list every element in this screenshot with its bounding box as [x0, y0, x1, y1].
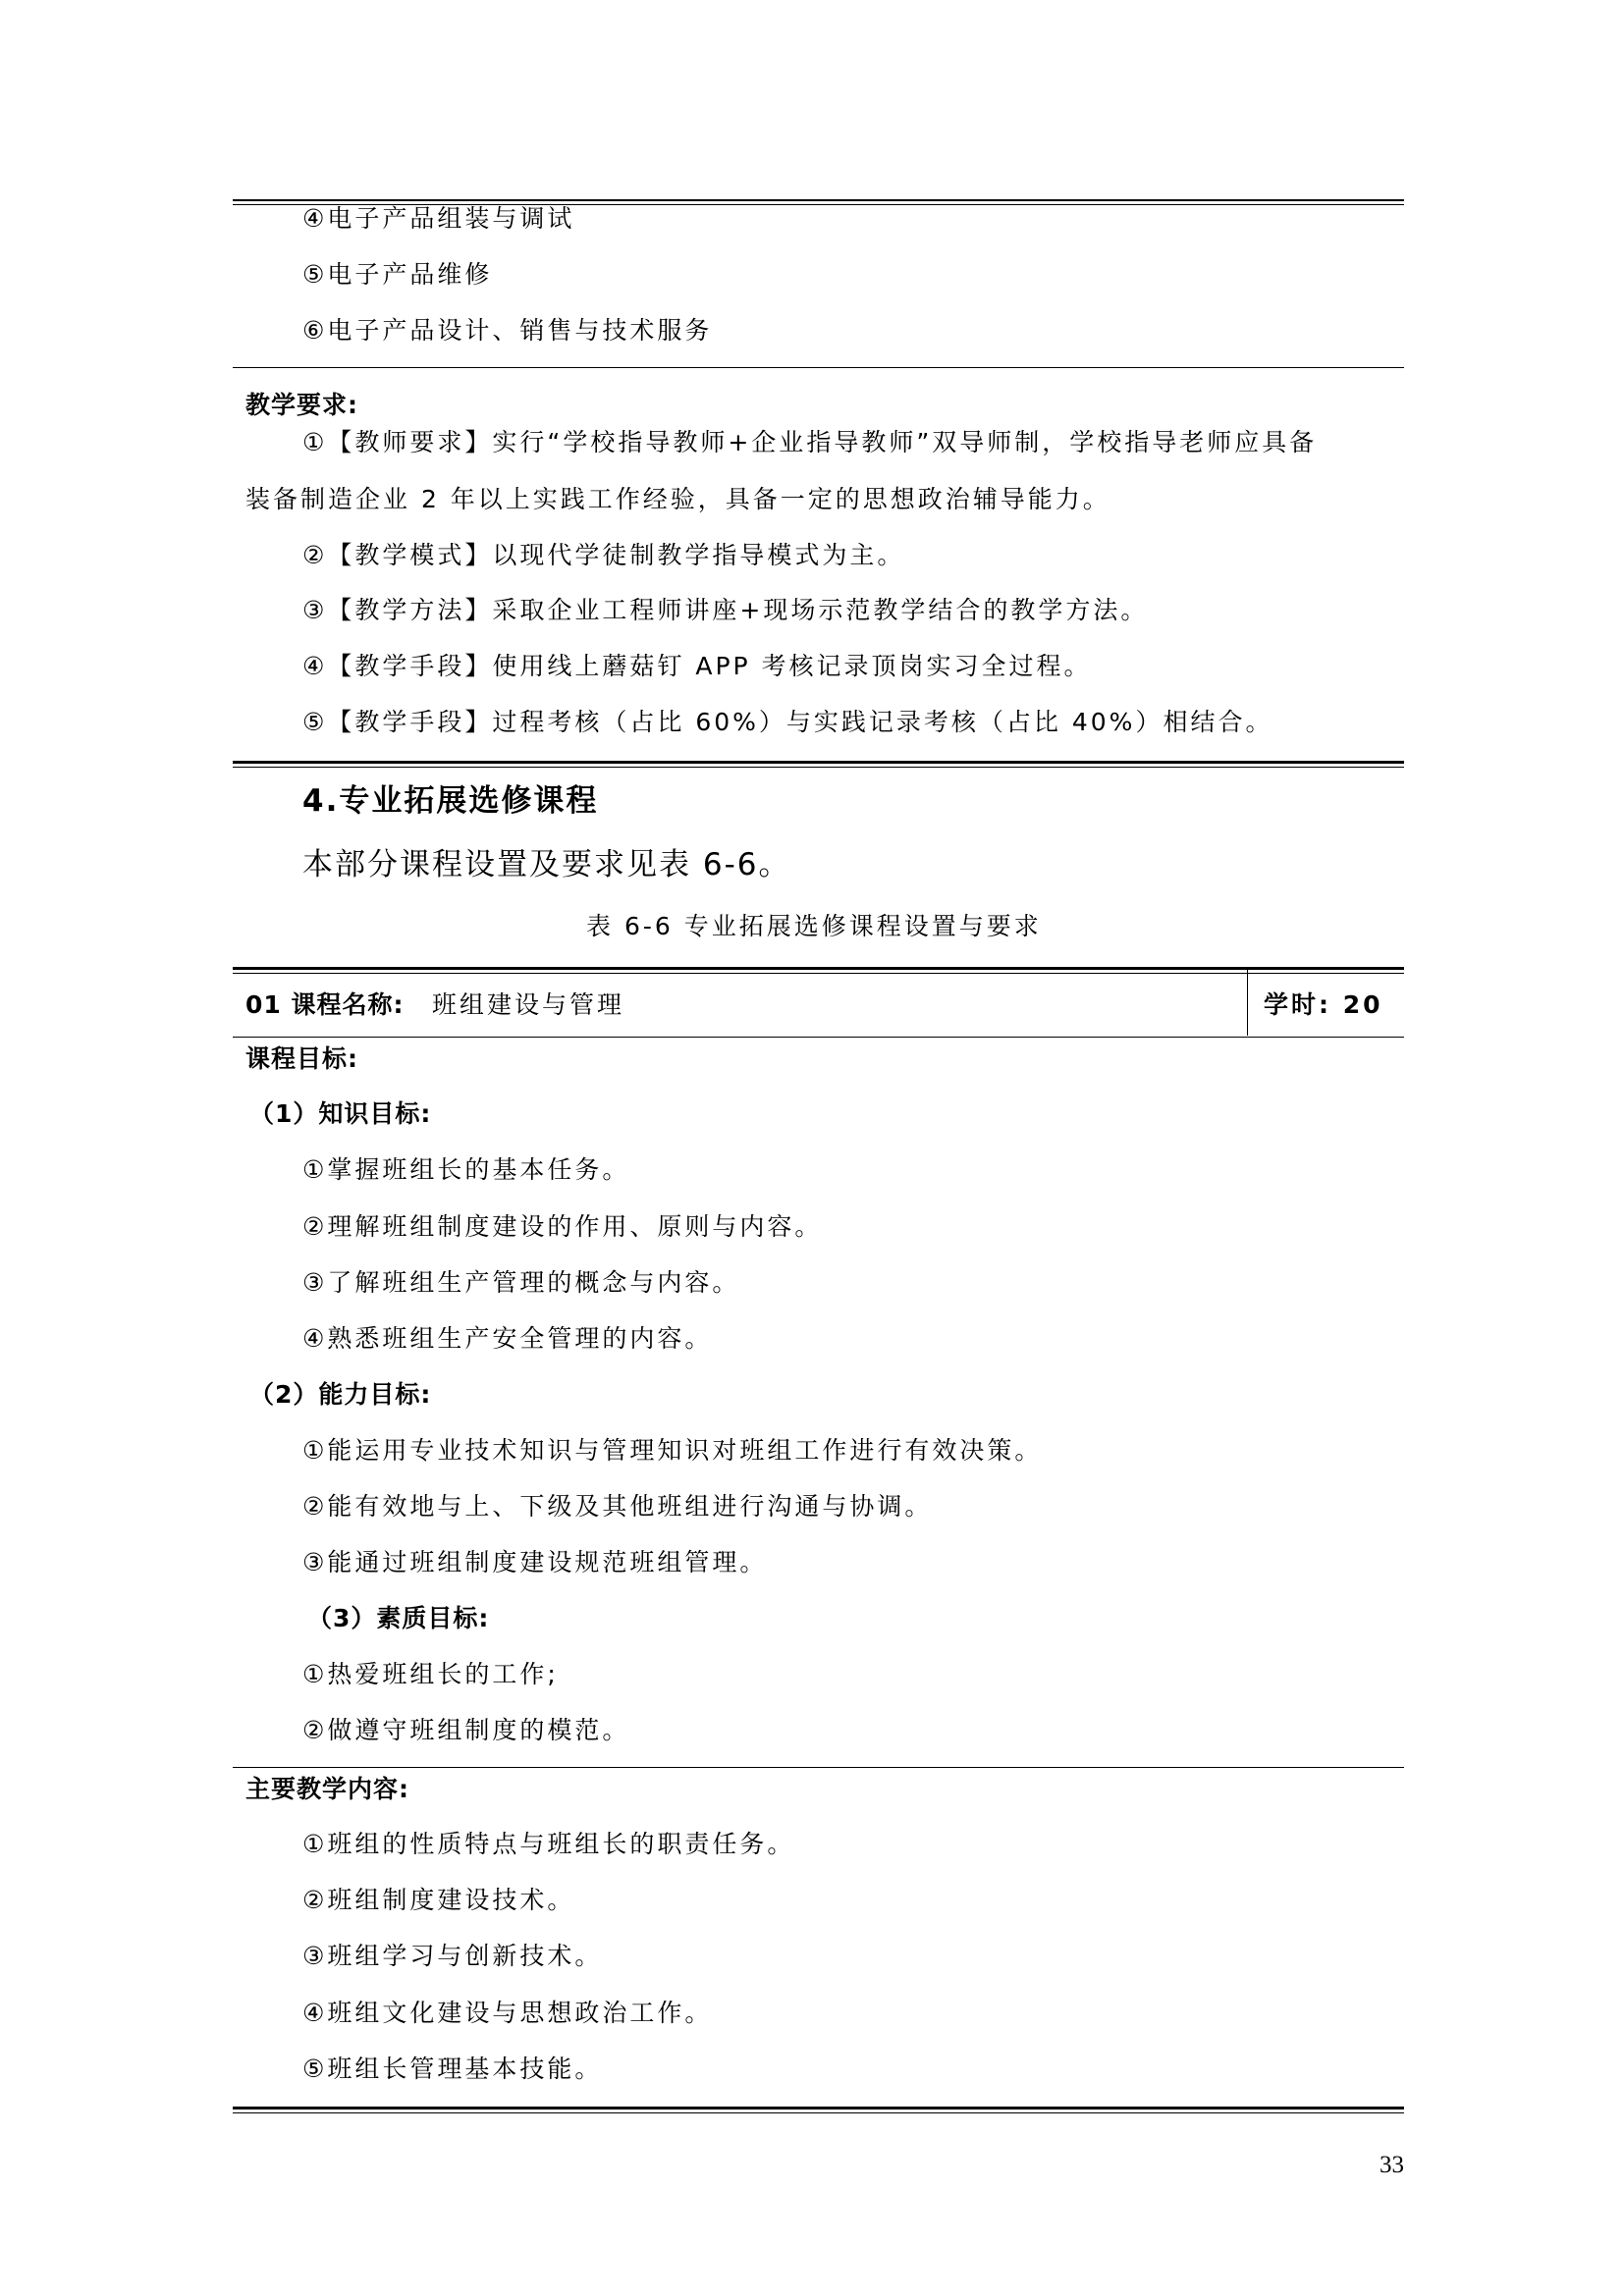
course-name-value: 班组建设与管理: [432, 990, 625, 1019]
teaching-req-line: ⑤【教学手段】过程考核（占比 60%）与实践记录考核（占比 40%）相结合。: [302, 708, 1273, 736]
teaching-req-heading: 教学要求:: [245, 391, 358, 419]
list-item: ②做遵守班组制度的模范。: [302, 1716, 630, 1744]
list-item: ②理解班组制度建设的作用、原则与内容。: [302, 1212, 823, 1241]
list-item: ②班组制度建设技术。: [302, 1886, 575, 1914]
table-top-rule: [233, 967, 1404, 974]
knowledge-heading: （1）知识目标:: [249, 1099, 432, 1128]
ability-heading: （2）能力目标:: [249, 1380, 432, 1409]
content-heading: 主要教学内容:: [245, 1775, 409, 1803]
list-item: ①掌握班组长的基本任务。: [302, 1155, 630, 1184]
list-item: ①能运用专业技术知识与管理知识对班组工作进行有效决策。: [302, 1436, 1043, 1465]
list-item: ①班组的性质特点与班组长的职责任务。: [302, 1830, 795, 1858]
column-divider: [1247, 970, 1248, 1036]
list-item: ⑥电子产品设计、销售与技术服务: [302, 316, 713, 345]
list-item: ①热爱班组长的工作;: [302, 1660, 559, 1688]
section-intro: 本部分课程设置及要求见表 6-6。: [302, 847, 791, 882]
row-divider: [233, 367, 1404, 368]
table-caption: 表 6-6 专业拓展选修课程设置与要求: [586, 912, 1042, 940]
list-item: ⑤电子产品维修: [302, 260, 493, 289]
list-item: ③能通过班组制度建设规范班组管理。: [302, 1548, 768, 1576]
list-item: ②能有效地与上、下级及其他班组进行沟通与协调。: [302, 1492, 933, 1521]
row-divider: [233, 1767, 1404, 1768]
course-name-label: 01 课程名称:: [245, 990, 405, 1019]
table-bottom-rule: [233, 2107, 1404, 2113]
teaching-req-line: ②【教学模式】以现代学徒制教学指导模式为主。: [302, 541, 905, 569]
list-item: ③了解班组生产管理的概念与内容。: [302, 1268, 740, 1297]
quality-heading: （3）素质目标:: [307, 1604, 490, 1632]
table-bottom-rule: [233, 761, 1404, 768]
list-item: ④班组文化建设与思想政治工作。: [302, 1999, 713, 2027]
teaching-req-line: 装备制造企业 2 年以上实践工作经验，具备一定的思想政治辅导能力。: [245, 485, 1110, 513]
list-item: ③班组学习与创新技术。: [302, 1942, 603, 1970]
course-hours: 学时: 20: [1264, 990, 1383, 1019]
teaching-req-line: ①【教师要求】实行“学校指导教师+企业指导教师”双导师制，学校指导老师应具备: [302, 428, 1318, 456]
list-item: ⑤班组长管理基本技能。: [302, 2055, 603, 2083]
objectives-heading: 课程目标:: [245, 1044, 358, 1073]
section-heading: 4.专业拓展选修课程: [302, 783, 599, 819]
page-number: 33: [1380, 2152, 1404, 2178]
list-item: ④熟悉班组生产安全管理的内容。: [302, 1324, 713, 1353]
teaching-req-line: ③【教学方法】采取企业工程师讲座+现场示范教学结合的教学方法。: [302, 596, 1149, 624]
teaching-req-line: ④【教学手段】使用线上蘑菇钉 APP 考核记录顶岗实习全过程。: [302, 652, 1092, 680]
list-item: ④电子产品组装与调试: [302, 204, 575, 233]
row-divider: [233, 1037, 1404, 1038]
